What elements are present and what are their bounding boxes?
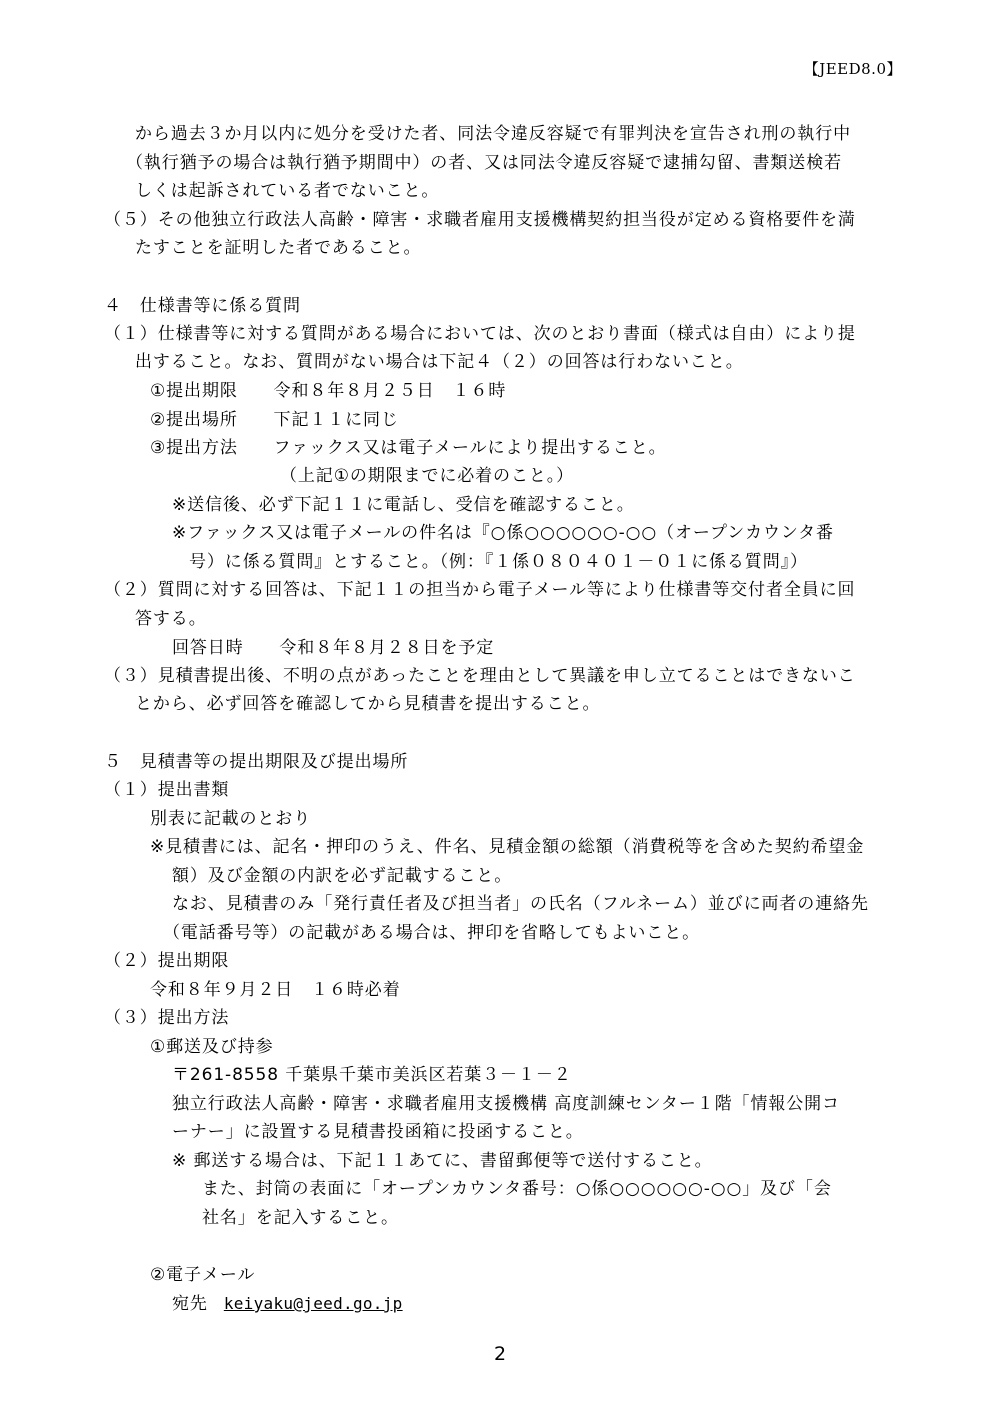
- text-line: 答する。: [135, 609, 207, 629]
- text-line: ーナー」に設置する見積書投函箱に投函すること。: [172, 1122, 584, 1142]
- text-line: 額）及び金額の内訳を必ず記載すること。: [172, 866, 513, 886]
- text-line: （２）提出期限: [104, 951, 230, 971]
- text-line: （５）その他独立行政法人高齢・障害・求職者雇用支援機構契約担当役が定める資格要件を満: [104, 210, 856, 230]
- document-code: 【JEED8.0】: [803, 60, 902, 78]
- text-line: ※ 郵送する場合は、下記１１あてに、書留郵便等で送付すること。: [172, 1151, 713, 1171]
- text-line: ※見積書には、記名・押印のうえ、件名、見積金額の総額（消費税等を含めた契約希望金: [150, 837, 865, 857]
- text-line: また、封筒の表面に「オープンカウンタ番号：○係○○○○○○-○○」及び「会: [202, 1179, 832, 1199]
- text-line: 令和８年９月２日 １６時必着: [150, 980, 401, 1000]
- text-line: （１）提出書類: [104, 780, 230, 800]
- text-line: なお、見積書のみ「発行責任者及び担当者」の氏名（フルネーム）並びに両者の連絡先: [172, 894, 869, 914]
- email-line: [172, 1294, 403, 1314]
- text-line: （電話番号等）の記載がある場合は、押印を省略してもよいこと。: [163, 923, 700, 943]
- text-line: ③提出方法 ファックス又は電子メールにより提出すること。: [150, 438, 667, 458]
- text-line: から過去３か月以内に処分を受けた者、同法令違反容疑で有罪判決を宣告され刑の執行中: [135, 124, 851, 144]
- text-line: ※送信後、必ず下記１１に電話し、受信を確認すること。: [172, 495, 635, 515]
- email-link[interactable]: keiyaku@jeed.go.jp: [223, 1294, 403, 1313]
- section-heading: ４ 仕様書等に係る質問: [104, 296, 301, 316]
- text-line: ※ファックス又は電子メールの件名は『○係○○○○○○-○○（オープンカウンタ番: [172, 523, 834, 543]
- text-line: ②電子メール: [150, 1265, 256, 1285]
- page-number: 2: [493, 1343, 507, 1365]
- text-line: たすことを証明した者であること。: [135, 238, 422, 258]
- text-line: （２）質問に対する回答は、下記１１の担当から電子メール等により仕様書等交付者全員に回: [104, 580, 856, 600]
- text-line: 出すること。なお、質問がない場合は下記４（２）の回答は行わないこと。: [135, 352, 744, 372]
- text-line: （執行猶予の場合は執行猶予期間中）の者、又は同法令違反容疑で逮捕勾留、書類送検若: [126, 153, 842, 173]
- text-line: とから、必ず回答を確認してから見積書を提出すること。: [135, 694, 601, 714]
- text-line: 社名」を記入すること。: [202, 1208, 399, 1228]
- text-line: 号）に係る質問』とすること。（例：『１係０８０４０１－０１に係る質問』）: [189, 552, 808, 572]
- section-heading: ５ 見積書等の提出期限及び提出場所: [104, 752, 409, 772]
- text-line: しくは起訴されている者でないこと。: [135, 181, 440, 201]
- text-line: 独立行政法人高齢・障害・求職者雇用支援機構 高度訓練センター１階「情報公開コ: [172, 1094, 840, 1114]
- text-line: （３）提出方法: [104, 1008, 230, 1028]
- email-label: 宛先: [172, 1294, 208, 1314]
- text-line: 〒261-8558 千葉県千葉市美浜区若葉３－１－２: [172, 1065, 572, 1085]
- text-line: （１）仕様書等に対する質問がある場合においては、次のとおり書面（様式は自由）により提: [104, 324, 856, 344]
- text-line: 回答日時 令和８年８月２８日を予定: [172, 638, 495, 658]
- text-line: （３）見積書提出後、不明の点があったことを理由として異議を申し立てることはできないこ: [104, 666, 856, 686]
- text-line: ①提出期限 令和８年８月２５日 １６時: [150, 381, 507, 401]
- text-line: 別表に記載のとおり: [150, 809, 312, 829]
- text-line: （上記①の期限までに必着のこと。）: [280, 466, 575, 486]
- text-line: ①郵送及び持参: [150, 1037, 274, 1057]
- text-line: ②提出場所 下記１１に同じ: [150, 410, 399, 430]
